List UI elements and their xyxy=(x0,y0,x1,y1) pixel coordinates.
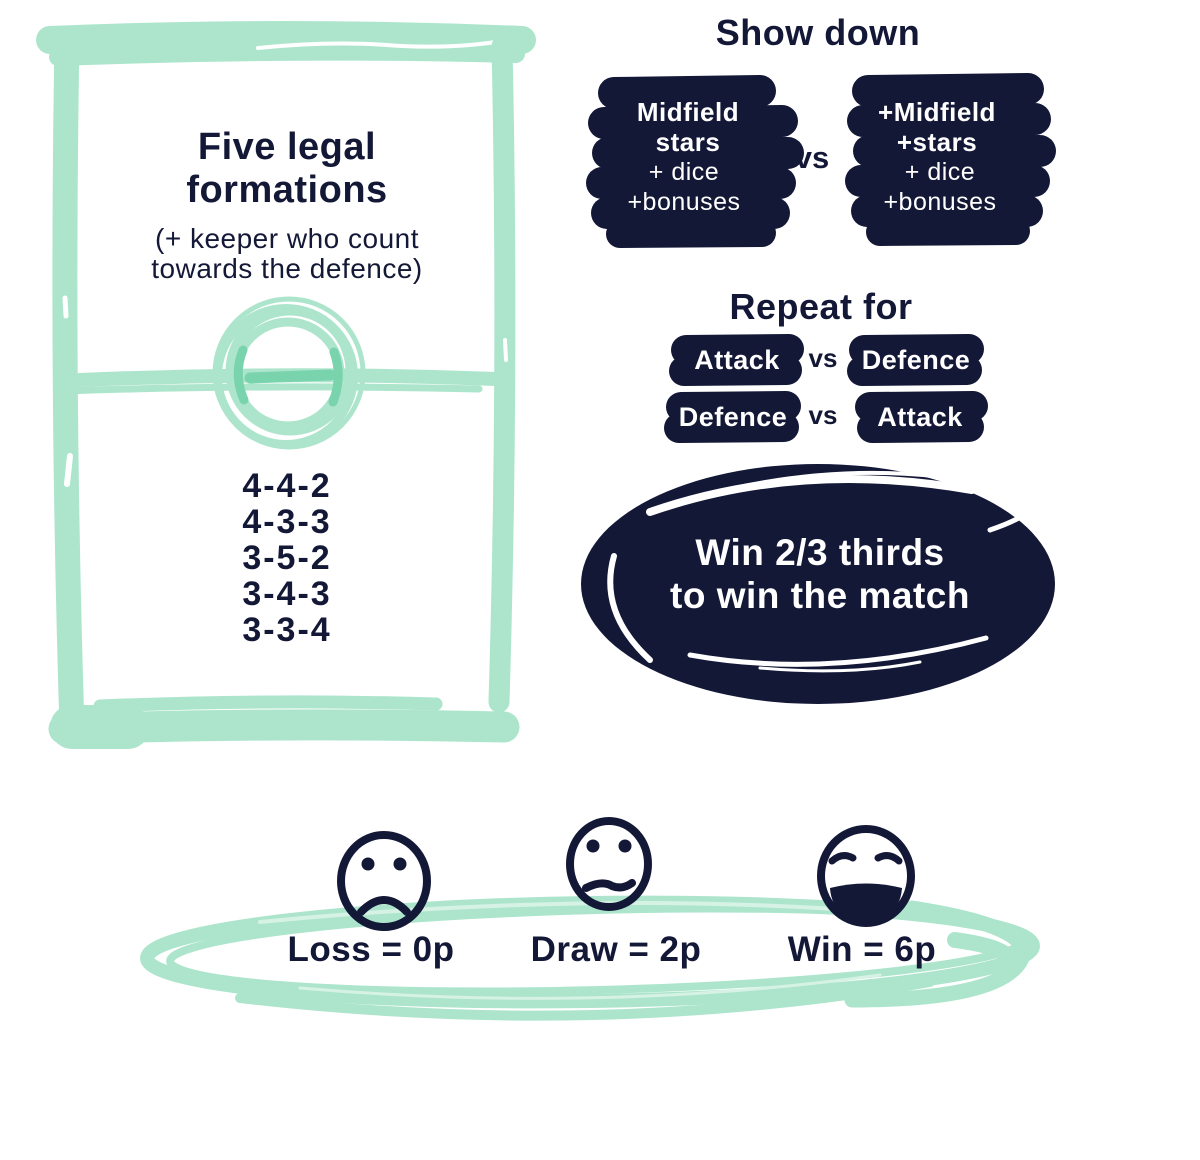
vs-label-row1: vs xyxy=(808,343,838,373)
defence-label-row1: Defence xyxy=(861,345,971,375)
vs-label-main: vs xyxy=(794,140,830,175)
showdown-right-line2: +stars xyxy=(896,127,978,157)
showdown-right-line1: +Midfield xyxy=(878,97,996,127)
repeat-for-title: Repeat for xyxy=(729,286,913,327)
formation-item: 3-5-2 xyxy=(242,539,332,577)
attack-label-row1: Attack xyxy=(694,345,780,375)
win-condition-line2: to win the match xyxy=(670,575,970,616)
defence-label-row2: Defence xyxy=(678,402,788,432)
win-points-label: Win = 6p xyxy=(787,930,937,969)
formation-item: 3-3-4 xyxy=(242,611,332,649)
showdown-right-line3: + dice xyxy=(904,158,976,186)
formation-item: 4-3-3 xyxy=(242,503,332,541)
attack-label-row2: Attack xyxy=(877,402,963,432)
formations-title-line1: Five legal xyxy=(197,126,377,168)
showdown-right-line4: +bonuses xyxy=(883,188,997,216)
neutral-face-icon xyxy=(570,821,648,907)
keeper-note-line1: (+ keeper who count xyxy=(155,223,419,254)
showdown-left-line1: Midfield xyxy=(636,97,740,127)
draw-points-label: Draw = 2p xyxy=(530,930,702,969)
showdown-left-line3: + dice xyxy=(648,158,720,186)
formation-item: 3-4-3 xyxy=(242,575,332,613)
showdown-left-line4: +bonuses xyxy=(627,188,741,216)
formation-item: 4-4-2 xyxy=(242,467,332,505)
loss-points-label: Loss = 0p xyxy=(287,930,455,969)
win-condition-line1: Win 2/3 thirds xyxy=(695,532,945,573)
vs-label-row2: vs xyxy=(808,400,838,430)
formations-title-line2: formations xyxy=(186,169,388,211)
showdown-title: Show down xyxy=(715,12,921,53)
showdown-left-line2: stars xyxy=(655,127,721,157)
happy-face-icon xyxy=(821,829,911,923)
keeper-note-line2: towards the defence) xyxy=(151,253,423,284)
